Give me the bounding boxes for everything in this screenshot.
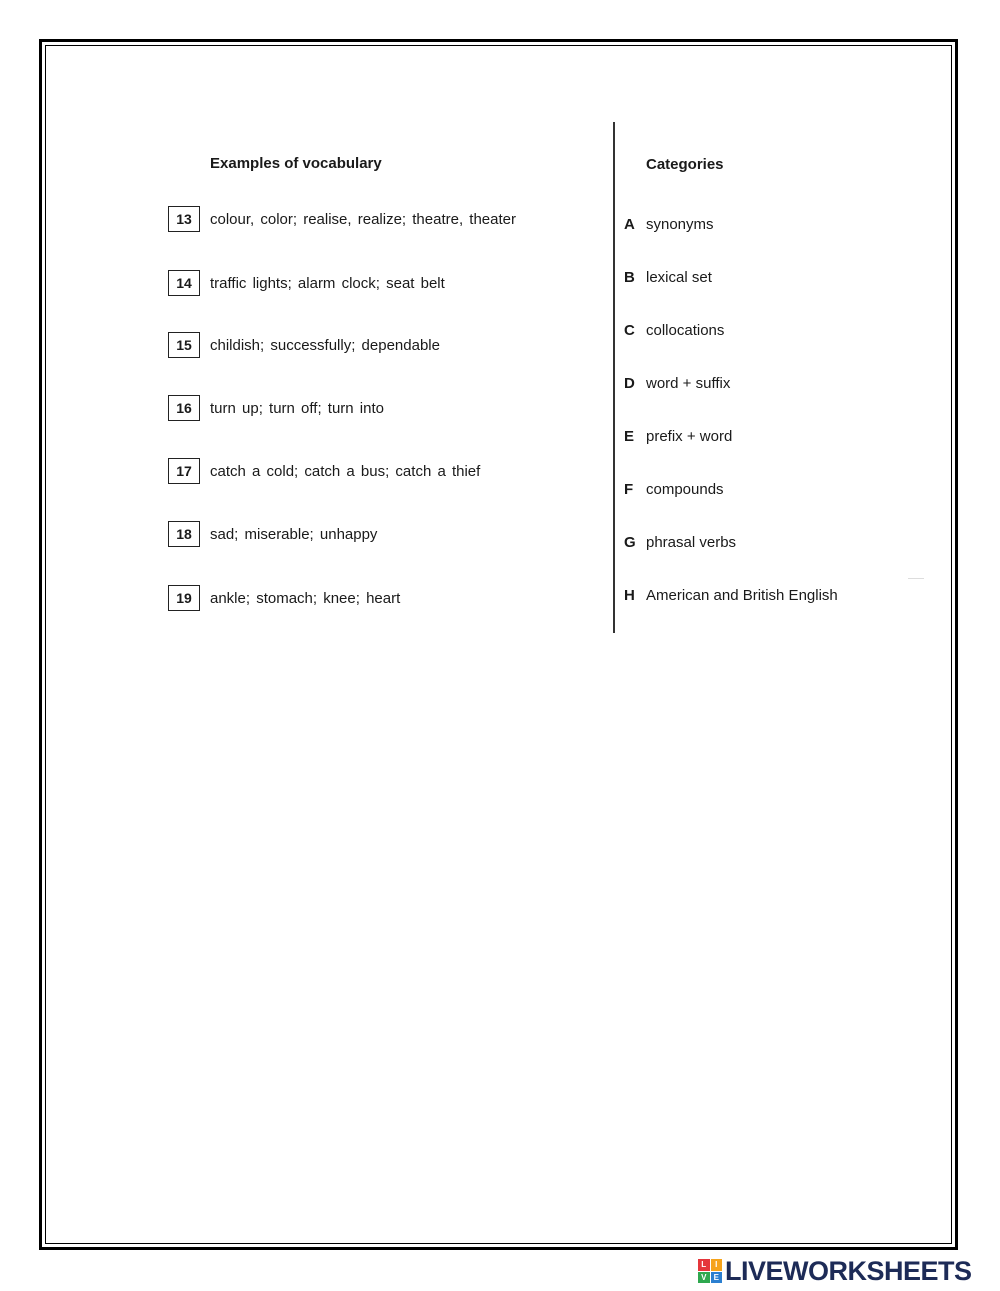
logo-tile: E [711,1272,723,1284]
example-text: traffic lights; alarm clock; seat belt [210,274,445,292]
category-letter: G [624,533,636,551]
example-row-19 [168,584,400,612]
example-row-14 [168,269,445,297]
example-text: colour, color; realise, realize; theatre, theater [210,210,516,228]
category-label: lexical set [646,268,712,286]
category-g [624,532,736,552]
example-number-box[interactable]: 17 [168,458,200,484]
category-d [624,373,730,393]
brand-name: LIVEWORKSHEETS [725,1256,972,1286]
category-label: collocations [646,321,725,339]
example-text: childish; successfully; dependable [210,336,440,354]
category-label: prefix + word [646,427,733,445]
category-c [624,320,724,340]
example-number-box[interactable]: 15 [168,332,200,358]
example-row-17 [168,457,480,485]
category-letter: C [624,321,635,339]
liveworksheets-logo-icon [698,1259,722,1283]
category-a [624,214,714,234]
category-letter: F [624,480,634,498]
example-row-18 [168,520,377,548]
logo-tile: V [698,1272,710,1284]
category-b [624,267,712,287]
column-divider [613,122,615,633]
category-label: compounds [646,480,724,498]
category-letter: H [624,586,635,604]
example-row-13 [168,205,516,233]
category-label: phrasal verbs [646,533,737,551]
examples-heading: Examples of vocabulary [210,155,382,172]
example-number-box[interactable]: 19 [168,585,200,611]
category-label: American and British English [646,586,838,604]
example-text: catch a cold; catch a bus; catch a thief [210,462,481,480]
example-number-box[interactable]: 14 [168,270,200,296]
liveworksheets-watermark [698,1258,972,1284]
category-label: synonyms [646,215,714,233]
example-text: ankle; stomach; knee; heart [210,589,401,607]
example-text: sad; miserable; unhappy [210,525,378,543]
category-h [624,585,838,605]
example-row-15 [168,331,440,359]
example-number-box[interactable]: 13 [168,206,200,232]
example-row-16 [168,394,384,422]
category-label: word + suffix [646,374,731,392]
category-letter: B [624,268,635,286]
categories-heading: Categories [646,156,724,173]
logo-tile: I [711,1259,723,1271]
category-f [624,479,724,499]
example-text: turn up; turn off; turn into [210,399,384,417]
example-number-box[interactable]: 18 [168,521,200,547]
category-letter: A [624,215,635,233]
scan-artifact [908,578,924,579]
example-number-box[interactable]: 16 [168,395,200,421]
logo-tile: L [698,1259,710,1271]
category-letter: E [624,427,635,445]
category-letter: D [624,374,635,392]
category-e [624,426,732,446]
